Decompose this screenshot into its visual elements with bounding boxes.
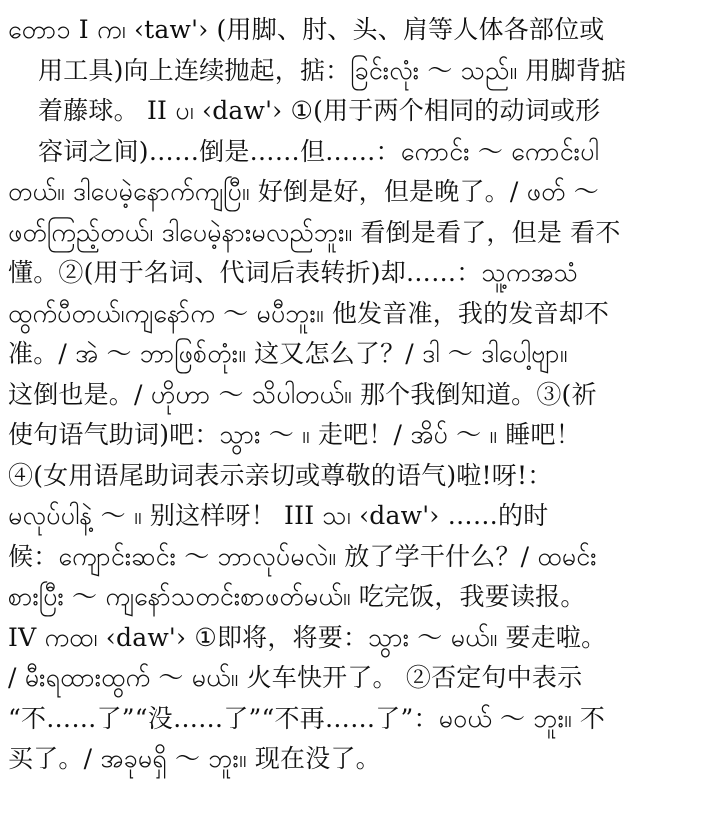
entry-line-13: မလုပ်ပါနဲ့ ～ ။ 别这样呀！ III သ၊ ‹daw'› ……的时 xyxy=(8,501,549,530)
entry-line-18: “不……了”“没……了”“不再……了”：မဝယ် ～ ဘူး။ 不 xyxy=(8,703,606,733)
entry-line-7: 懂。②(用于名词、代词后表转折)却……：သူ့ကအသံ xyxy=(8,258,579,287)
entry-line-12: ④(女用语尾助词表示亲切或尊敬的语气)啦!呀!： xyxy=(8,460,553,490)
entry-line-15: စားပြီး ～ ကျနော်သတင်းစာဖတ်မယ်။ 吃完饭，我要读报。 xyxy=(8,582,586,611)
entry-line-14: 候：ကျောင်းဆင်း ～ ဘာလုပ်မလဲ။ 放了学干什么？/ ထမင်း xyxy=(8,541,597,571)
entry-line-16: IV ကထ၊ ‹daw'› ①即将，将要：သွား ～ မယ်။ 要走啦。 xyxy=(8,622,607,652)
entry-line-4: 容词之间)……倒是……但……：ကောင်း ～ ကောင်းပါ xyxy=(38,136,599,166)
entry-line-6: ဖတ်ကြည့်တယ်၊ ဒါပေမဲ့နားမလည်ဘူး။ 看倒是看了，但是 看不 xyxy=(8,217,621,247)
entry-line-3: 着藤球。 II ပ၊ ‹daw'› ①(用于两个相同的动词或形 xyxy=(38,96,601,125)
entry-line-10: 这倒也是。/ ဟိုဟာ ～ သိပါတယ်။ 那个我倒知道。③(祈 xyxy=(8,379,597,409)
entry-line-8: ထွက်ပီတယ်၊ကျနော်က ～ မပီဘူး။ 他发音准，我的发音却不 xyxy=(8,298,610,328)
entry-line-9: 准。/ အဲ ～ ဘာဖြစ်တုံး။ 这又怎么了？/ ဒါ ～ ဒါပေါ့ဗျာ။ xyxy=(8,339,568,368)
entry-line-2: 用工具)向上连续抛起，掂：ခြင်းလုံး ～ သည်။ 用脚背掂 xyxy=(38,55,627,85)
entry-line-19: 买了。/ အခုမရှိ ～ ဘူး။ 现在没了。 xyxy=(8,744,381,773)
entry-line-1: တော၁ I က၊ ‹taw'› (用脚、肘、头、肩等人体各部位或 xyxy=(8,15,605,44)
entry-line-5: တယ်။ ဒါပေမဲ့နောက်ကျပြီ။ 好倒是好，但是晚了。/ ဖတ် ～ xyxy=(8,177,599,206)
entry-line-11: 使句语气助词)吧：သွား ～ ။ 走吧！/ အိပ် ～ ။ 睡吧！ xyxy=(8,420,581,449)
entry-line-17: / မီးရထားထွက် ～ မယ်။ 火车快开了。 ②否定句中表示 xyxy=(8,663,583,692)
